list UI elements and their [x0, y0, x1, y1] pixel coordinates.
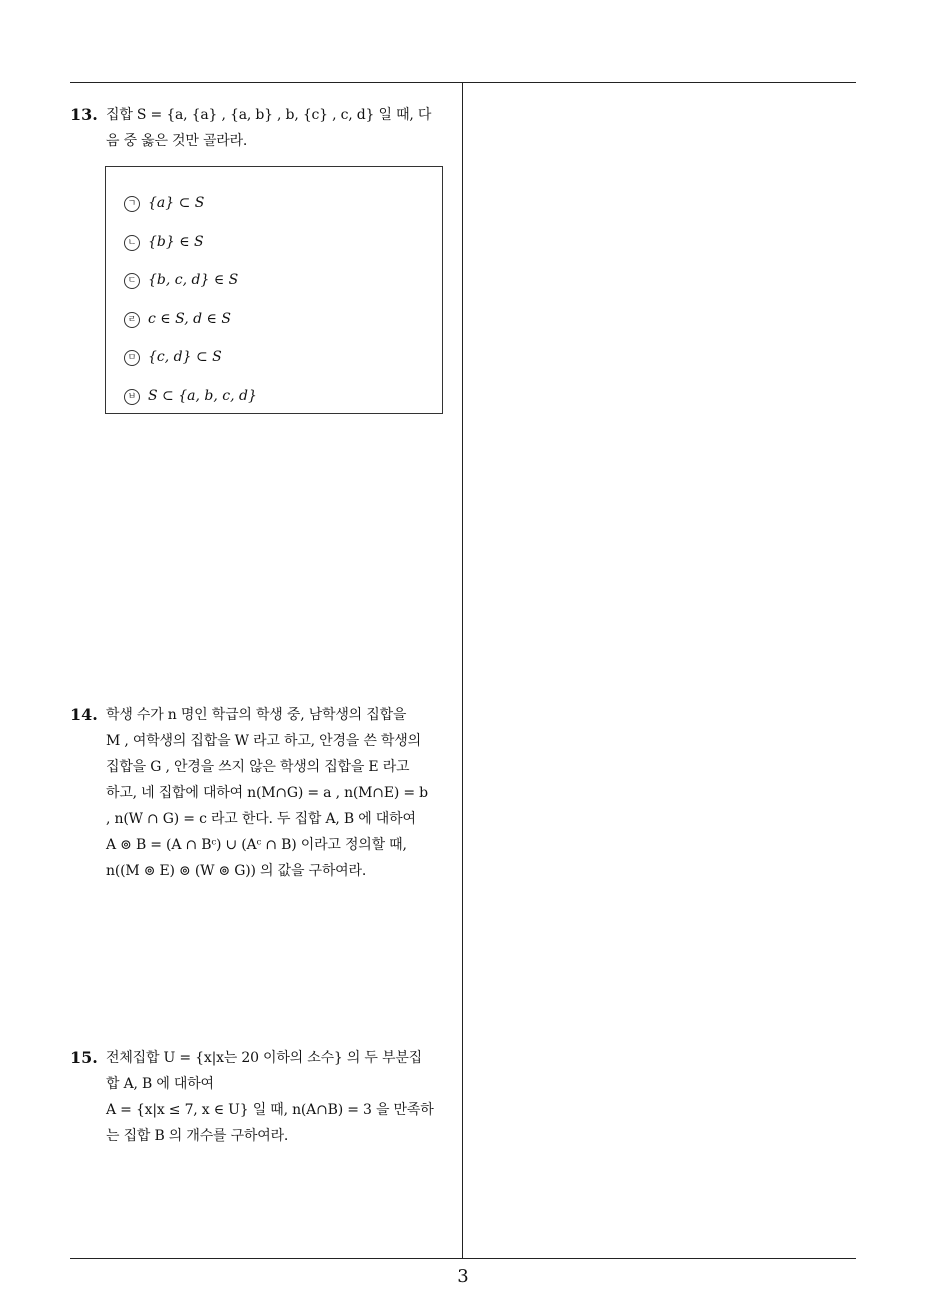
choice-expression: {a} ⊂ S: [148, 195, 205, 211]
problem-number: 14.: [70, 705, 98, 724]
choice-item: [124, 347, 222, 367]
choice-expression: {c, d} ⊂ S: [148, 349, 222, 365]
choice-item: [124, 309, 231, 329]
bottom-rule: [70, 1258, 856, 1259]
top-rule: [70, 82, 856, 83]
problem-text-line: 는 집합 B 의 개수를 구하여라.: [106, 1128, 289, 1144]
choice-mark: ㄴ: [124, 235, 140, 251]
problem-text-line: A = {x|x ≤ 7, x ∈ U} 일 때, n(A∩B) = 3 을 만족하: [106, 1102, 434, 1118]
problem-text-line: M , 여학생의 집합을 W 라고 하고, 안경을 쓴 학생의: [106, 733, 421, 749]
page-number: 3: [457, 1266, 469, 1287]
problem-text-line: 전체집합 U = {x|x는 20 이하의 소수} 의 두 부분집: [106, 1050, 422, 1066]
problem-text-line: 학생 수가 n 명인 학급의 학생 중, 남학생의 집합을: [106, 707, 407, 723]
problem-number: 15.: [70, 1048, 98, 1067]
choice-expression: S ⊂ {a, b, c, d}: [148, 388, 257, 404]
problem-text: [106, 702, 458, 884]
column-divider: [462, 82, 463, 1258]
problem-14: [70, 702, 458, 884]
problem-text-line: 음 중 옳은 것만 골라라.: [106, 133, 248, 149]
problem-text: [106, 102, 458, 154]
choice-mark: ㄷ: [124, 273, 140, 289]
choice-item: [124, 232, 204, 252]
problem-text-line: 집합을 G , 안경을 쓰지 않은 학생의 집합을 E 라고: [106, 759, 410, 775]
choices-box: [105, 166, 443, 414]
choice-mark: ㅁ: [124, 350, 140, 366]
problem-text-line: n((M ⊚ E) ⊚ (W ⊚ G)) 의 값을 구하여라.: [106, 863, 367, 879]
problem-text-line: 집합 S = {a, {a} , {a, b} , b, {c} , c, d} 일 때, 다: [106, 107, 432, 123]
problem-13: [70, 102, 458, 154]
problem-number: 13.: [70, 105, 98, 124]
problem-text-line: A ⊚ B = (A ∩ Bᶜ) ∪ (Aᶜ ∩ B) 이라고 정의할 때,: [106, 837, 407, 853]
problem-text: [106, 1045, 458, 1149]
choice-mark: ㅂ: [124, 389, 140, 405]
choice-mark: ㄱ: [124, 196, 140, 212]
problem-text-line: , n(W ∩ G) = c 라고 한다. 두 집합 A, B 에 대하여: [106, 811, 416, 827]
choice-expression: {b, c, d} ∈ S: [148, 272, 239, 288]
choice-expression: c ∈ S, d ∈ S: [148, 311, 231, 327]
choice-mark: ㄹ: [124, 312, 140, 328]
choice-item: [124, 386, 257, 406]
choice-expression: {b} ∈ S: [148, 234, 204, 250]
problem-15: [70, 1045, 458, 1149]
problem-text-line: 합 A, B 에 대하여: [106, 1076, 214, 1092]
choice-item: [124, 270, 238, 290]
choice-item: [124, 193, 204, 213]
problem-text-line: 하고, 네 집합에 대하여 n(M∩G) = a , n(M∩E) = b: [106, 785, 428, 801]
